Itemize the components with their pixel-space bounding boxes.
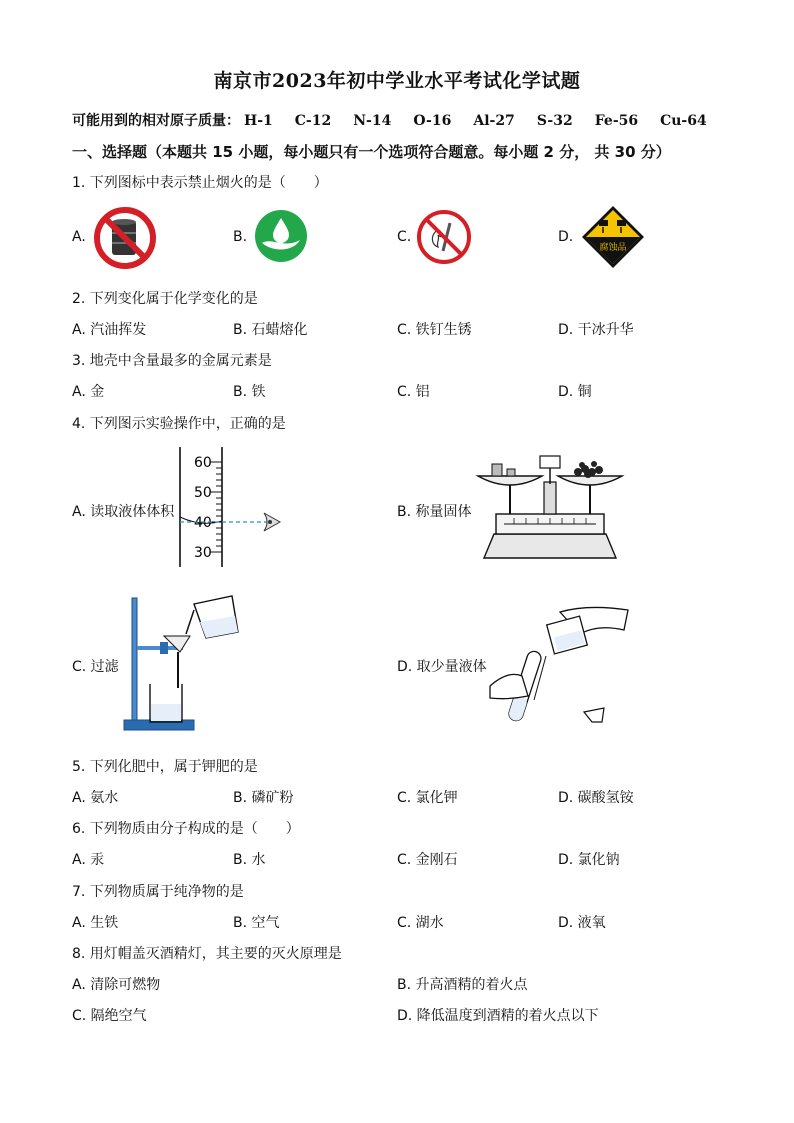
question-4: 4. 下列图示实验操作中，正确的是: [72, 416, 286, 432]
question-8: 8. 用灯帽盖灭酒精灯，其主要的灭火原理是: [72, 946, 342, 962]
question-5: 5. 下列化肥中，属于钾肥的是: [72, 759, 258, 775]
question-1: 1. 下列图标中表示禁止烟火的是（ ）: [72, 175, 328, 191]
mass-o: O-16: [413, 113, 452, 129]
q8-option-d: D. 降低温度到酒精的着火点以下: [397, 1008, 599, 1024]
q3-option-d: D. 铜: [558, 384, 592, 400]
q2-option-d: D. 干冰升华: [558, 322, 634, 338]
mass-c: C-12: [294, 113, 332, 129]
pouring-liquid-figure: [488, 600, 630, 728]
water-saving-sign-icon: [254, 209, 308, 263]
q7-option-c: C. 湖水: [397, 915, 444, 931]
mass-al: Al-27: [473, 113, 515, 129]
q1-option-c: C.: [397, 229, 412, 245]
q5-option-c: C. 氯化钾: [397, 790, 458, 806]
graduated-cylinder-reading-figure: [172, 443, 292, 571]
q4-option-c: C. 过滤: [72, 659, 119, 675]
q3-option-b: B. 铁: [233, 384, 266, 400]
q4-option-a: A. 读取液体体积: [72, 504, 175, 520]
page-title: 南京市2023年初中学业水平考试化学试题: [213, 70, 581, 92]
question-3: 3. 地壳中含量最多的金属元素是: [72, 353, 272, 369]
corrosive-sign-icon: [580, 204, 646, 270]
atomic-masses: [72, 110, 729, 130]
mass-h: H-1: [244, 113, 273, 129]
q8-option-a: A. 清除可燃物: [72, 977, 161, 993]
q6-option-c: C. 金刚石: [397, 852, 458, 868]
balance-scale-figure: [474, 452, 626, 562]
scale-label-40: 40: [194, 515, 212, 531]
q8-option-c: C. 隔绝空气: [72, 1008, 147, 1024]
q7-option-b: B. 空气: [233, 915, 280, 931]
mass-fe: Fe-56: [594, 113, 639, 129]
q8-option-b: B. 升高酒精的着火点: [397, 977, 528, 993]
q1-option-a: A.: [72, 229, 86, 245]
mass-cu: Cu-64: [660, 113, 707, 129]
filtration-setup-figure: [120, 592, 246, 736]
q2-option-b: B. 石蜡熔化: [233, 322, 308, 338]
q5-option-d: D. 碳酸氢铵: [558, 790, 634, 806]
scale-label-60: 60: [194, 455, 212, 471]
q5-option-b: B. 磷矿粉: [233, 790, 294, 806]
q4-option-b: B. 称量固体: [397, 504, 472, 520]
question-7: 7. 下列物质属于纯净物的是: [72, 884, 244, 900]
mass-s: S-32: [536, 113, 573, 129]
scale-label-50: 50: [194, 485, 212, 501]
q3-option-c: C. 铝: [397, 384, 430, 400]
q1-option-d: D.: [558, 229, 574, 245]
corrosive-sign-text: 腐蚀品: [599, 243, 627, 253]
q2-option-c: C. 铁钉生锈: [397, 322, 472, 338]
q7-option-d: D. 液氧: [558, 915, 606, 931]
q4-option-d: D. 取少量液体: [397, 659, 487, 675]
no-fire-sign-icon: [416, 209, 472, 265]
section-heading: 一、选择题（本题共 15 小题，每小题只有一个选项符合题意。每小题 2 分， 共 30 分）: [72, 143, 671, 161]
masses-label: 可能用到的相对原子质量：: [72, 113, 240, 129]
scale-label-30: 30: [194, 545, 212, 561]
q5-option-a: A. 氨水: [72, 790, 119, 806]
q6-option-a: A. 汞: [72, 852, 105, 868]
q1-option-b: B.: [233, 229, 248, 245]
q3-option-a: A. 金: [72, 384, 105, 400]
q7-option-a: A. 生铁: [72, 915, 119, 931]
question-6: 6. 下列物质由分子构成的是（ ）: [72, 821, 300, 837]
question-2: 2. 下列变化属于化学变化的是: [72, 291, 258, 307]
no-oil-drum-sign-icon: [92, 205, 158, 271]
q6-option-b: B. 水: [233, 852, 266, 868]
mass-n: N-14: [353, 113, 392, 129]
q2-option-a: A. 汽油挥发: [72, 322, 147, 338]
q6-option-d: D. 氯化钠: [558, 852, 620, 868]
